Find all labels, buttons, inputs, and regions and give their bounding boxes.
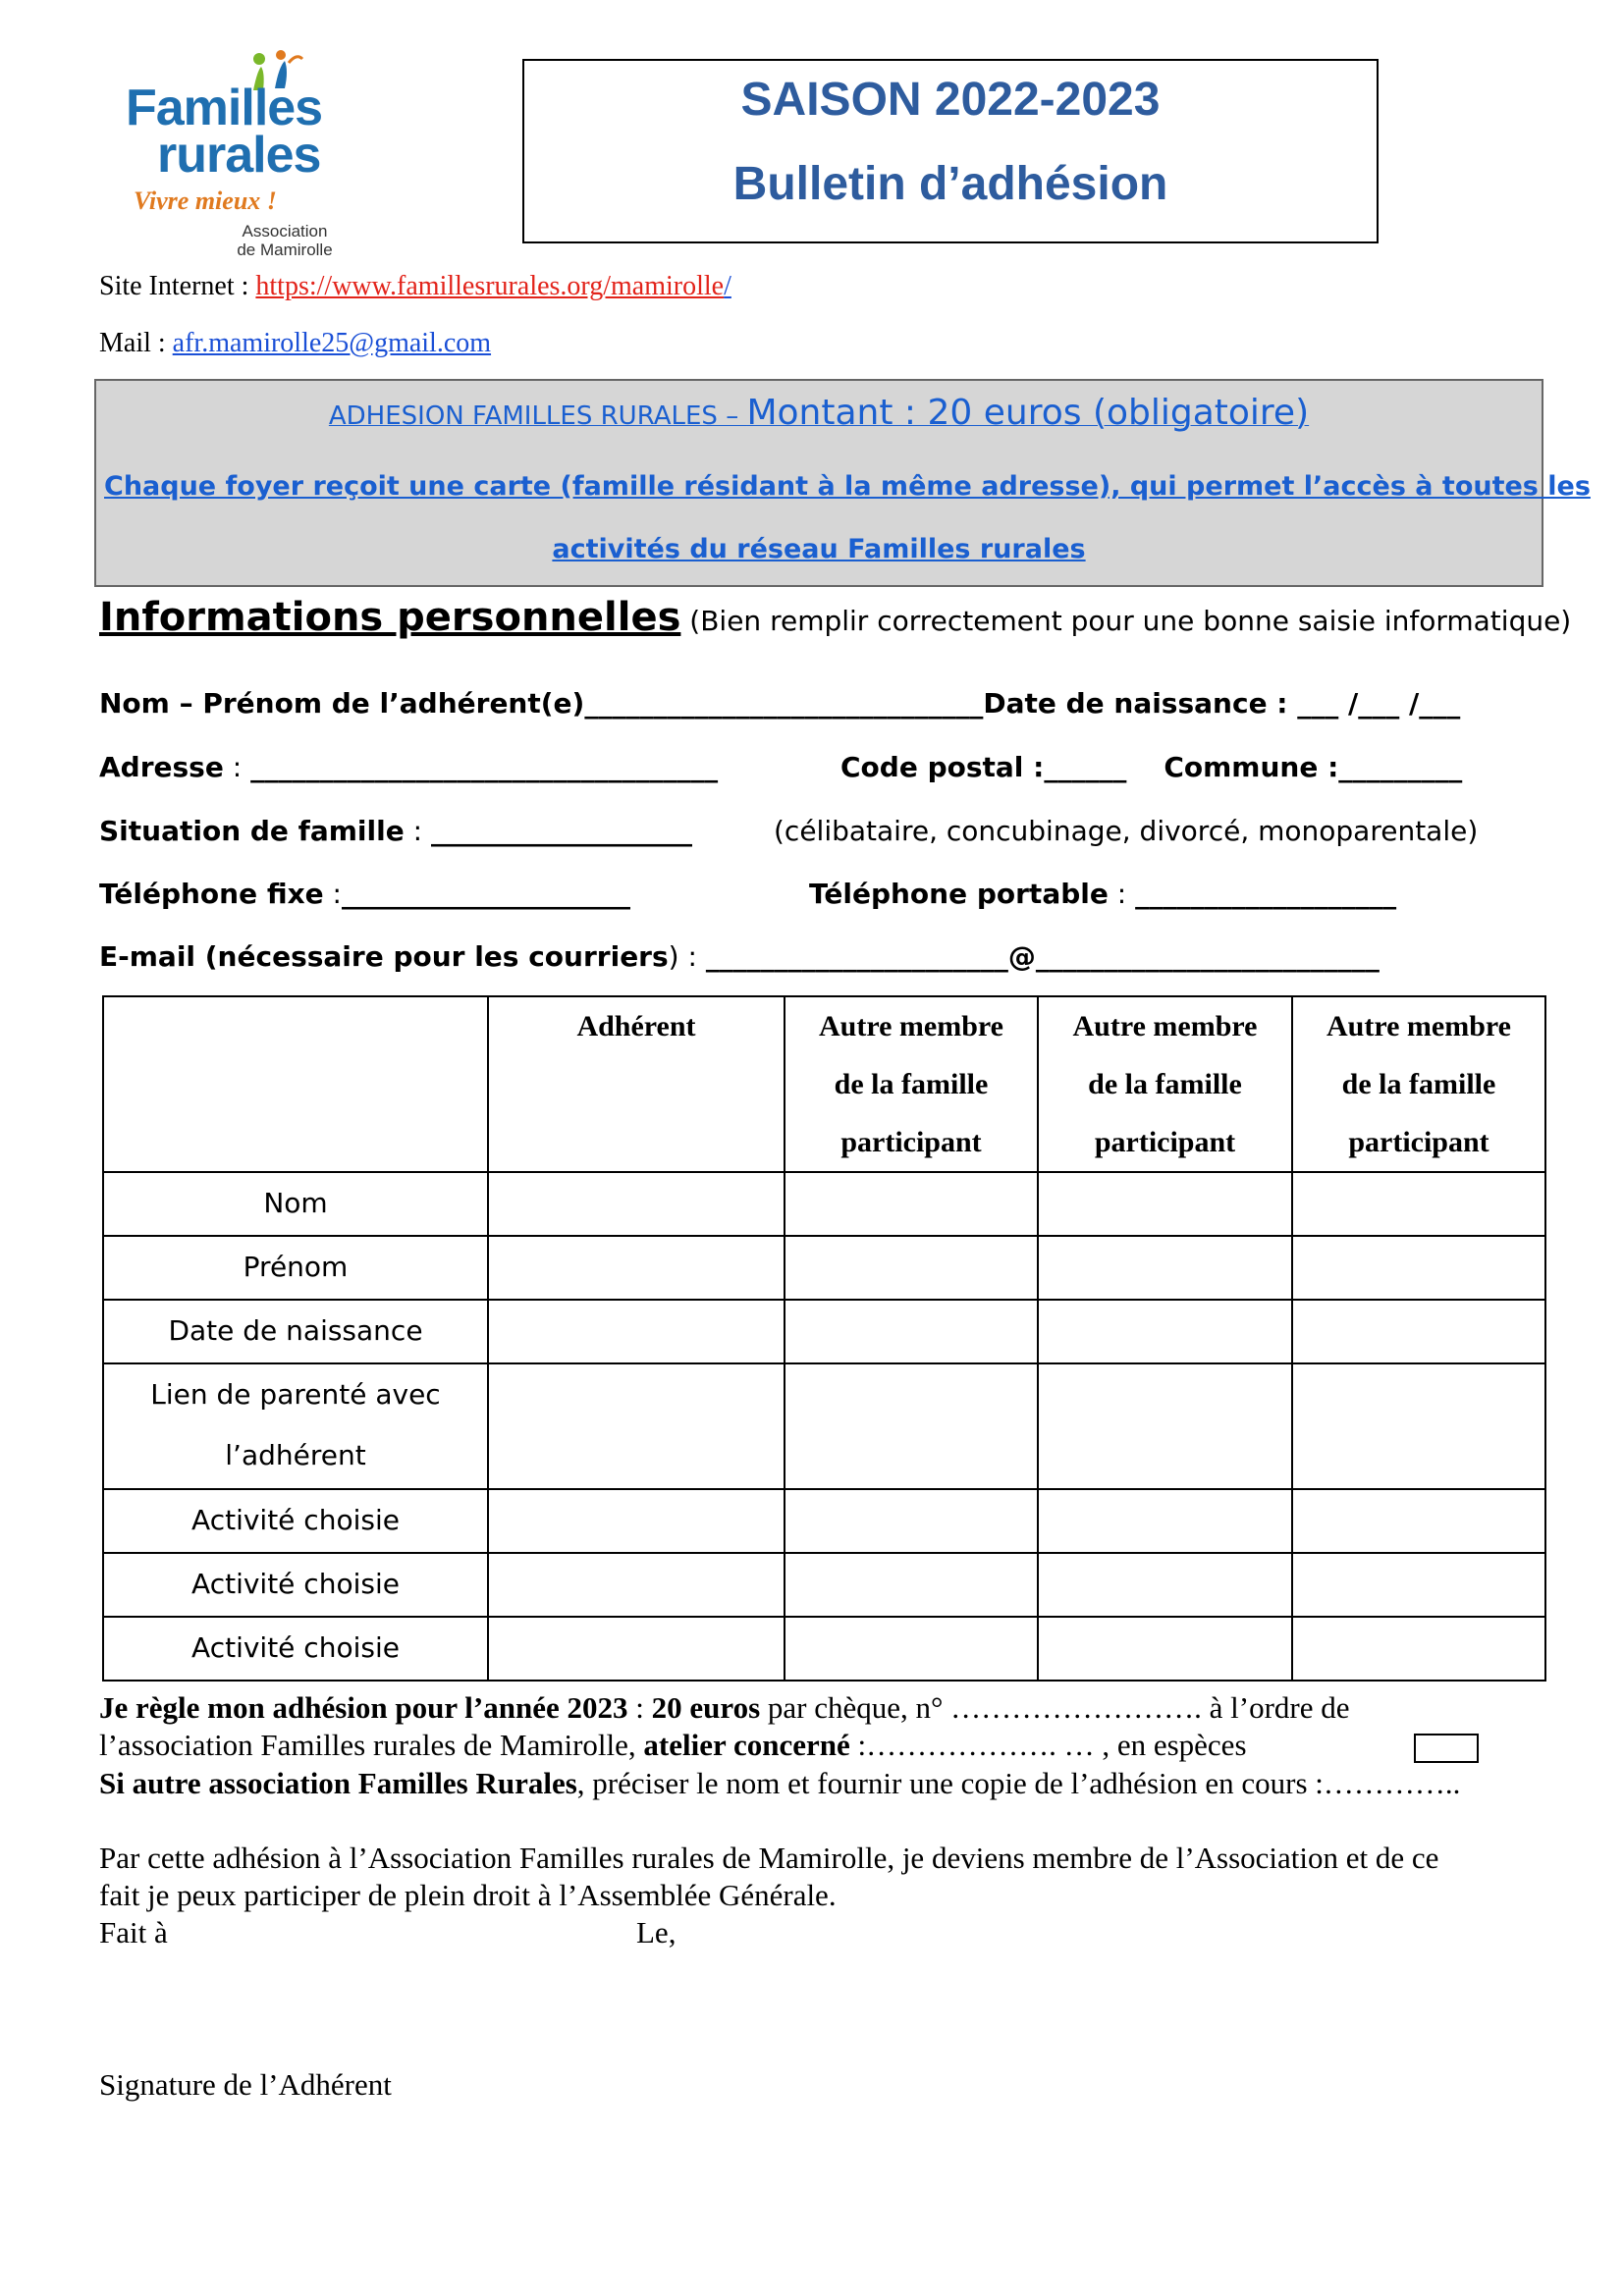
table-cell[interactable] — [1292, 1553, 1545, 1617]
table-cell[interactable] — [785, 1489, 1038, 1553]
header-line: de la famille — [834, 1068, 989, 1100]
birth-label: Date de naissance : — [983, 687, 1298, 720]
header-adherent: Adhérent — [488, 996, 785, 1172]
name-label: Nom – Prénom de l’adhérent(e) — [99, 687, 585, 720]
personal-info-note: (Bien remplir correctement pour une bonne saisie informatique) — [680, 605, 1572, 637]
especes-checkbox[interactable] — [1414, 1734, 1479, 1763]
table-cell[interactable] — [488, 1236, 785, 1300]
membership-label: ADHESION FAMILLES RURALES – — [328, 401, 747, 431]
address-label: Adresse — [99, 751, 224, 783]
name-field[interactable]: _____________________________ — [584, 687, 984, 720]
address-colon: : — [223, 751, 251, 783]
payment-line-1 — [99, 1690, 1350, 1726]
header-other-member-3 — [1292, 996, 1545, 1172]
email-at: @ — [1007, 940, 1036, 973]
mobile-field[interactable]: ___________________ — [1135, 878, 1397, 910]
email-field-domain[interactable]: _________________________ — [1035, 940, 1380, 973]
mobile-label: Téléphone portable — [809, 878, 1109, 910]
table-cell[interactable] — [488, 1617, 785, 1681]
table-cell[interactable] — [1292, 1489, 1545, 1553]
membership-amount: Montant : 20 euros (obligatoire) — [746, 393, 1310, 433]
payment-association: l’association Familles rurales de Mamirolle, — [99, 1728, 644, 1762]
table-cell[interactable] — [1038, 1300, 1292, 1363]
table-header-row — [103, 996, 1545, 1172]
table-cell[interactable] — [785, 1363, 1038, 1489]
table-cell[interactable] — [488, 1300, 785, 1363]
name-birth-line — [99, 687, 1460, 720]
family-label: Situation de famille — [99, 815, 405, 847]
payment-colon: : — [627, 1690, 652, 1725]
address-field[interactable]: __________________________________ — [250, 751, 719, 783]
logo-line2: rurales — [157, 127, 321, 184]
family-line — [99, 815, 692, 847]
header-empty-cell — [103, 996, 488, 1172]
membership-card-line: Chaque foyer reçoit une carte (famille résidant à la même adresse), qui permet l’accès à toutes les — [104, 471, 1591, 502]
table-cell[interactable] — [785, 1300, 1038, 1363]
table-cell[interactable] — [1292, 1617, 1545, 1681]
logo-association-label: Association — [242, 222, 328, 240]
logo-line1: Familles — [126, 80, 323, 136]
header-line: Autre membre — [1326, 1010, 1511, 1042]
table-cell[interactable] — [1038, 1236, 1292, 1300]
table-cell[interactable] — [1038, 1617, 1292, 1681]
header-line: Autre membre — [1072, 1010, 1258, 1042]
table-cell[interactable] — [1038, 1489, 1292, 1553]
email-line — [99, 940, 1380, 973]
table-cell[interactable] — [1292, 1300, 1545, 1363]
logo-location: de Mamirolle — [237, 240, 333, 259]
table-row — [103, 1553, 1545, 1617]
row-label-lien-parente — [103, 1363, 488, 1489]
header-line: Autre membre — [819, 1010, 1003, 1042]
site-link[interactable]: https://www.famillesrurales.org/mamirolle — [255, 271, 725, 301]
email-label: E-mail (nécessaire pour les courriers — [99, 940, 669, 973]
table-cell[interactable] — [488, 1172, 785, 1236]
mail-link[interactable]: afr.mamirolle25@gmail.com — [172, 328, 492, 358]
mail-line — [99, 328, 491, 359]
postal-field[interactable]: ______ — [1044, 751, 1127, 783]
table-row — [103, 1363, 1545, 1489]
commune-field[interactable]: _________ — [1338, 751, 1463, 783]
table-cell[interactable] — [785, 1617, 1038, 1681]
mobile-colon: : — [1108, 878, 1136, 910]
table-row — [103, 1172, 1545, 1236]
statement-line-2: fait je peux participer de plein droit à l’Assemblée Générale. — [99, 1878, 837, 1912]
logo-tagline: Vivre mieux ! — [134, 187, 277, 215]
site-line — [99, 271, 731, 302]
header-other-member-2 — [1038, 996, 1292, 1172]
table-row — [103, 1236, 1545, 1300]
payment-line-3 — [99, 1766, 1460, 1801]
table-cell[interactable] — [785, 1553, 1038, 1617]
postal-commune-line — [840, 751, 1462, 783]
table-row — [103, 1617, 1545, 1681]
row-label-line: l’adhérent — [225, 1439, 366, 1471]
table-cell[interactable] — [1038, 1363, 1292, 1489]
fait-a-label: Fait à — [99, 1915, 168, 1949]
email-field-local[interactable]: ______________________ — [705, 940, 1008, 973]
site-label: Site Internet : — [99, 271, 256, 301]
row-label-nom: Nom — [103, 1172, 488, 1236]
table-cell[interactable] — [1038, 1172, 1292, 1236]
header-line: participant — [1348, 1126, 1489, 1158]
table-cell[interactable] — [1292, 1172, 1545, 1236]
personal-info-heading-line — [99, 595, 1571, 640]
email-colon: : — [678, 940, 706, 973]
personal-info-heading: Informations personnelles — [99, 595, 681, 640]
table-cell[interactable] — [785, 1172, 1038, 1236]
row-label-activite-1: Activité choisie — [103, 1489, 488, 1553]
payment-year: Je règle mon adhésion pour l’année 2023 — [99, 1690, 628, 1725]
statement-line-1: Par cette adhésion à l’Association Familles rurales de Mamirolle, je deviens membre de l’Association et de ce — [99, 1841, 1439, 1875]
table-cell[interactable] — [1292, 1236, 1545, 1300]
site-link-slash[interactable]: / — [724, 271, 731, 301]
title-box — [522, 59, 1379, 243]
table-row — [103, 1300, 1545, 1363]
phone-colon: : — [323, 878, 342, 910]
table-cell[interactable] — [785, 1236, 1038, 1300]
row-label-date-naissance: Date de naissance — [103, 1300, 488, 1363]
familles-rurales-logo — [126, 49, 361, 259]
other-association-rest: , préciser le nom et fournir une copie de l’adhésion en cours :………….. — [576, 1766, 1461, 1800]
table-cell[interactable] — [488, 1489, 785, 1553]
table-cell[interactable] — [1292, 1363, 1545, 1489]
payment-atelier-rest: :………………. … , en espèces — [849, 1728, 1247, 1762]
signature-label: Signature de l’Adhérent — [99, 2067, 392, 2102]
phone-label: Téléphone fixe — [99, 878, 324, 910]
header-line: participant — [840, 1126, 982, 1158]
row-label-prenom: Prénom — [103, 1236, 488, 1300]
date-le-label: Le, — [636, 1915, 677, 1949]
members-table — [102, 995, 1546, 1682]
membership-info-box — [94, 379, 1591, 587]
payment-line-2 — [99, 1728, 1247, 1763]
table-cell[interactable] — [488, 1363, 785, 1489]
header-line: de la famille — [1088, 1068, 1242, 1100]
commune-label: Commune : — [1164, 751, 1339, 783]
mail-label: Mail : — [99, 328, 173, 358]
table-cell[interactable] — [488, 1553, 785, 1617]
family-field[interactable]: ___________________ — [430, 815, 692, 847]
bulletin-title: Bulletin d’adhésion — [732, 158, 1168, 210]
table-row — [103, 1489, 1545, 1553]
row-label-activite-2: Activité choisie — [103, 1553, 488, 1617]
payment-cheque: par chèque, n° ……………………. à l’ordre de — [760, 1690, 1350, 1725]
other-association-label: Si autre association Familles Rurales — [99, 1766, 577, 1800]
birth-field[interactable]: ___ /___ /___ — [1297, 687, 1461, 720]
header-line: de la famille — [1341, 1068, 1496, 1100]
membership-amount-line — [96, 393, 1542, 433]
phone-line — [99, 878, 630, 910]
header-line: participant — [1094, 1126, 1236, 1158]
postal-label: Code postal : — [840, 751, 1045, 783]
family-colon: : — [404, 815, 431, 847]
row-label-line: Lien de parenté avec — [150, 1378, 441, 1411]
membership-network-line: activités du réseau Familles rurales — [552, 534, 1086, 564]
header-other-member-1 — [785, 996, 1038, 1172]
season-title: SAISON 2022-2023 — [740, 74, 1161, 126]
payment-amount: 20 euros — [651, 1690, 761, 1725]
logo-association — [216, 222, 353, 259]
family-options: (célibataire, concubinage, divorcé, monoparentale) — [774, 815, 1479, 847]
row-label-activite-3: Activité choisie — [103, 1617, 488, 1681]
mobile-line — [809, 878, 1396, 910]
address-line — [99, 751, 718, 783]
email-paren: ) — [668, 940, 679, 973]
table-cell[interactable] — [1038, 1553, 1292, 1617]
payment-atelier-label: atelier concerné — [643, 1728, 850, 1762]
phone-field[interactable]: _____________________ — [342, 878, 630, 910]
